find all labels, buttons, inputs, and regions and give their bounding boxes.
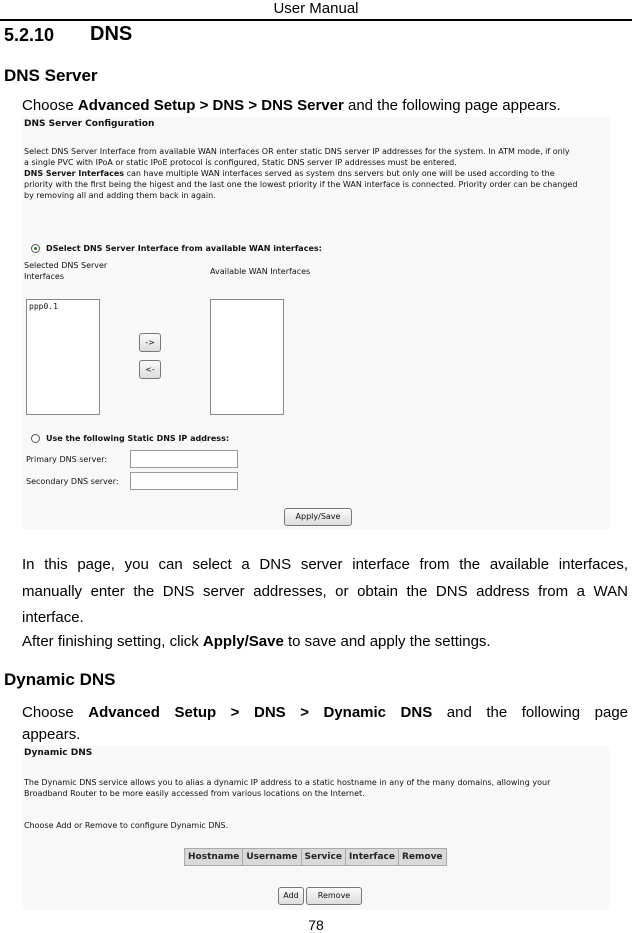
col-service: Service [301,849,345,866]
col-username: Username [243,849,301,866]
selected-interfaces-list[interactable] [26,299,100,415]
dns-server-para-line1: In this page, you can select a DNS server interface from the available interfaces, [22,556,628,573]
available-interfaces-list[interactable] [210,299,284,415]
col-hostname: Hostname [185,849,243,866]
dynamic-dns-intro-line2: appears. [22,726,81,743]
dns-config-description: Select DNS Server Interface from available WAN interfaces OR enter static DNS server IP addresses for the system. In ATM mode, if only a single PVC with IPoA or static IPoE protocol is configured, Static DNS server IP addresses must be entered. DNS Server Interfaces can have multiple WAN interfaces served as system dns servers but only one will be used according to the priority with the first being the higest and the last one the lowest priority if the WAN interface is connected. Priority order can be changed by removing all and adding them back in again. [24,147,578,200]
dns-config-title: DNS Server Configuration [24,119,155,129]
col-remove: Remove [398,849,446,866]
page-number: 78 [308,917,324,933]
secondary-dns-label: Secondary DNS server: [26,477,119,486]
primary-dns-label: Primary DNS server: [26,455,108,464]
ddns-add-button[interactable]: Add [278,887,304,905]
move-right-button[interactable]: -> [139,333,161,352]
dynamic-dns-intro: Choose Advanced Setup > DNS > Dynamic DNS and the following page [22,704,629,721]
dns-server-screenshot [22,117,610,529]
radio-select-wan-interface[interactable] [31,244,40,253]
move-left-button[interactable]: <- [139,360,161,379]
dynamic-dns-menu-path: Advanced Setup > DNS > Dynamic DNS [88,704,433,721]
page-header: User Manual [273,0,359,17]
section-title: DNS [90,23,133,45]
ddns-table-header-row [185,849,447,866]
ddns-instructions: Choose Add or Remove to configure Dynamic DNS. [24,821,229,830]
radio2-label: Use the following Static DNS IP address: [46,434,230,443]
radio-static-dns[interactable] [31,434,40,443]
selected-interface-item[interactable]: ppp0.1 [29,302,58,311]
ddns-title: Dynamic DNS [24,748,93,758]
apply-save-emphasis: Apply/Save [202,633,284,650]
dns-server-para-line3: interface. [22,609,84,626]
header-rule [0,19,632,21]
col-interface: Interface [345,849,398,866]
ddns-remove-button[interactable]: Remove [306,887,362,905]
dns-server-heading: DNS Server [4,66,98,85]
ddns-description: The Dynamic DNS service allows you to alias a dynamic IP address to a static hostname in any of the many domains, allowing your Broadband Router to be more easily accessed from various locations on the Internet. [24,778,551,798]
primary-dns-input[interactable] [130,450,238,468]
section-number: 5.2.10 [4,25,55,45]
ddns-table [184,848,447,866]
dns-server-para-line2: manually enter the DNS server addresses, or obtain the DNS address from a WAN [22,583,628,600]
radio1-label: DSelect DNS Server Interface from available WAN interfaces: [46,244,322,253]
apply-save-button[interactable]: Apply/Save [284,508,352,526]
available-interfaces-label: Available WAN Interfaces [210,267,311,276]
secondary-dns-input[interactable] [130,472,238,490]
dynamic-dns-heading: Dynamic DNS [4,670,116,689]
dns-server-para2: After finishing setting, click Apply/Save to save and apply the settings. [22,633,491,650]
dns-server-menu-path: Advanced Setup > DNS > DNS Server [77,97,344,114]
selected-interfaces-label: Selected DNS Server Interfaces [24,261,108,281]
dns-server-intro: Choose Advanced Setup > DNS > DNS Server and the following page appears. [22,97,561,114]
dynamic-dns-screenshot [22,746,610,910]
